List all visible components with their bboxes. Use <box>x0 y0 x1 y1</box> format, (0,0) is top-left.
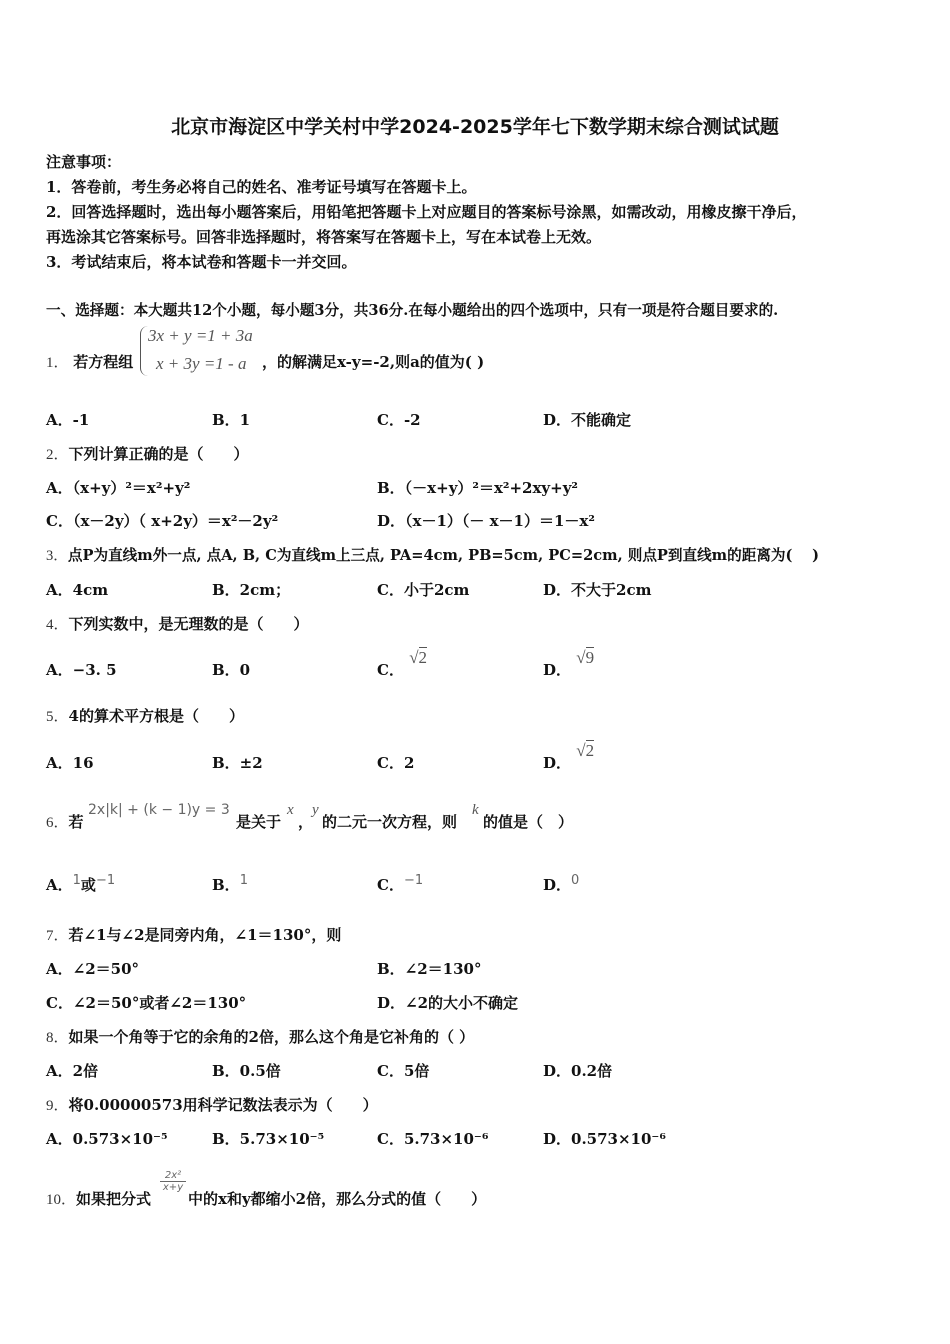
question-text: 下列计算正确的是（ ） <box>68 445 249 463</box>
radicand: 2 <box>418 648 428 667</box>
sqrt-expression <box>576 648 594 668</box>
equation-1: 3x + y =1 + 3a <box>148 326 253 345</box>
notice-heading: 注意事项： <box>46 153 122 171</box>
question-10 <box>46 1189 151 1210</box>
option-d[interactable]: D．0.573×10⁻⁶ <box>543 1130 666 1148</box>
question-8 <box>46 1027 474 1048</box>
option-a[interactable]: A．2倍 <box>46 1062 99 1080</box>
option-a[interactable]: A．0.573×10⁻⁵ <box>46 1130 168 1148</box>
section-heading: 一、选择题：本大题共12个小题，每小题3分，共36分.在每小题给出的四个选项中，只有一项是符合题目要求的. <box>46 302 779 319</box>
radical-icon: √ <box>576 741 586 760</box>
option-a[interactable]: A．（x+y）²＝x²+y² <box>46 479 191 497</box>
option-d[interactable]: D．不能确定 <box>543 411 632 429</box>
option-label: D． <box>543 754 572 772</box>
question-number: 10． <box>46 1192 77 1208</box>
option-a[interactable]: A．4cm <box>46 581 109 599</box>
option-b[interactable]: B．1 <box>212 411 251 429</box>
option-label: C． <box>377 661 404 679</box>
option-c[interactable] <box>377 875 423 897</box>
option-b[interactable]: B．0 <box>212 661 251 679</box>
question-text: 若∠1与∠2是同旁内角，∠1＝130°，则 <box>68 926 342 944</box>
option-a[interactable]: A．16 <box>46 754 94 772</box>
radical-icon: √ <box>409 648 419 667</box>
notice-item-2: 2．回答选择题时，选出每小题答案后，用铅笔把答题卡上对应题目的答案标号涂黑，如需改动，用橡皮擦干净后， <box>46 203 807 221</box>
option-b[interactable]: B．∠2＝130° <box>377 960 482 978</box>
value-image: −1 <box>403 873 424 888</box>
question-text-cont: 是关于 <box>236 813 282 831</box>
option-d[interactable]: D．0.2倍 <box>543 1062 613 1080</box>
question-text-cont: 的值是（ ） <box>483 813 574 831</box>
question-number: 9． <box>46 1098 69 1114</box>
question-text: 如果把分式 <box>76 1190 152 1208</box>
question-text-cont: ，的解满足x-y=-2,则a的值为( ) <box>262 353 485 371</box>
radicand: 9 <box>585 648 595 667</box>
variable-x: x <box>287 802 294 818</box>
option-label: C． <box>377 876 404 894</box>
question-5 <box>46 706 244 727</box>
question-text-cont: 的二元一次方程，则 <box>322 813 458 831</box>
option-b[interactable] <box>212 875 248 897</box>
radicand: 2 <box>585 741 595 760</box>
question-number: 7． <box>46 928 69 944</box>
value-image: 1 <box>72 873 81 888</box>
option-label: D． <box>543 876 572 894</box>
question-number: 8． <box>46 1030 69 1046</box>
fraction-image <box>160 1170 186 1193</box>
option-d[interactable]: D．不大于2cm <box>543 581 652 599</box>
equation-system <box>140 326 260 378</box>
separator: ， <box>298 813 314 831</box>
sqrt-expression <box>409 648 427 668</box>
question-number: 4． <box>46 617 69 633</box>
option-c[interactable]: C．2 <box>377 754 415 772</box>
sqrt-expression <box>576 741 594 761</box>
option-b[interactable]: B．5.73×10⁻⁵ <box>212 1130 325 1148</box>
question-text: 若方程组 <box>73 353 134 371</box>
question-1 <box>46 352 133 373</box>
value-image: 0 <box>571 873 580 888</box>
option-d[interactable] <box>543 875 579 897</box>
or-text: 或 <box>80 876 96 894</box>
option-b[interactable]: B．±2 <box>212 754 263 772</box>
option-c[interactable]: C．小于2cm <box>377 581 470 599</box>
question-text: 若 <box>68 813 84 831</box>
option-c[interactable]: C．∠2＝50°或者∠2＝130° <box>46 994 247 1012</box>
question-number: 5． <box>46 709 69 725</box>
option-a[interactable]: A．−3. 5 <box>46 661 117 679</box>
option-c[interactable]: C．5.73×10⁻⁶ <box>377 1130 489 1148</box>
question-text: 将0.00000573用科学记数法表示为（ ） <box>68 1096 378 1114</box>
question-text: 点P为直线m外一点, 点A, B, C为直线m上三点, PA=4cm, PB=5cm, PC=2cm, 则点P到直线m的距离为( ) <box>67 547 819 564</box>
option-a[interactable] <box>46 875 115 897</box>
option-b[interactable]: B．2cm； <box>212 581 291 599</box>
page-title: 北京市海淀区中学关村中学2024-2025学年七下数学期末综合测试试题 <box>171 116 779 138</box>
option-label: D． <box>543 661 572 679</box>
notice-item-3: 3．考试结束后，将本试卷和答题卡一并交回。 <box>46 253 357 271</box>
denominator: x+y <box>160 1181 186 1193</box>
option-label: A． <box>46 876 73 894</box>
question-number: 3． <box>46 548 68 564</box>
question-text: 下列实数中，是无理数的是（ ） <box>68 615 309 633</box>
option-d[interactable] <box>543 741 595 773</box>
option-label: B． <box>212 876 240 894</box>
question-6 <box>46 812 84 833</box>
notice-item-2-cont: 再选涂其它答案标号。回答非选择题时，将答案写在答题卡上，写在本试卷上无效。 <box>46 228 602 246</box>
question-2 <box>46 444 249 465</box>
question-text: 4的算术平方根是（ ） <box>68 707 244 725</box>
variable-k: k <box>472 802 479 818</box>
option-c[interactable]: C．5倍 <box>377 1062 430 1080</box>
option-c[interactable] <box>377 648 428 680</box>
question-9 <box>46 1095 378 1116</box>
value-image: 1 <box>239 873 248 888</box>
question-text-cont: 中的x和y都缩小2倍，那么分式的值（ ） <box>188 1190 487 1208</box>
question-3 <box>46 546 819 566</box>
radical-icon: √ <box>576 648 586 667</box>
option-a[interactable]: A．-1 <box>46 411 90 429</box>
option-a[interactable]: A．∠2＝50° <box>46 960 140 978</box>
option-d[interactable]: D．∠2的大小不确定 <box>377 994 519 1012</box>
question-number: 2． <box>46 447 69 463</box>
equation-2: x + 3y =1 - a <box>156 354 247 373</box>
option-b[interactable]: B．（－x+y）²＝x²+2xy+y² <box>377 479 579 497</box>
value-image: −1 <box>95 873 116 888</box>
question-7 <box>46 925 341 946</box>
question-4 <box>46 614 309 635</box>
option-c[interactable]: C．-2 <box>377 411 421 429</box>
numerator: 2x² <box>164 1170 182 1181</box>
option-d[interactable] <box>543 648 595 680</box>
question-number: 1． <box>46 355 69 371</box>
notice-item-1: 1．答卷前，考生务必将自己的姓名、准考证号填写在答题卡上。 <box>46 178 477 196</box>
option-d[interactable]: D．（x－1）（－ x－1）＝1－x² <box>377 512 595 530</box>
option-c[interactable]: C．（x－2y）（ x+2y）＝x²－2y² <box>46 512 279 530</box>
option-b[interactable]: B．0.5倍 <box>212 1062 281 1080</box>
variable-y: y <box>312 802 319 818</box>
question-number: 6． <box>46 815 69 831</box>
question-text: 如果一个角等于它的余角的2倍，那么这个角是它补角的（ ） <box>68 1028 475 1046</box>
equation-image: 2x|k| + (k − 1)y = 3 <box>88 802 230 818</box>
